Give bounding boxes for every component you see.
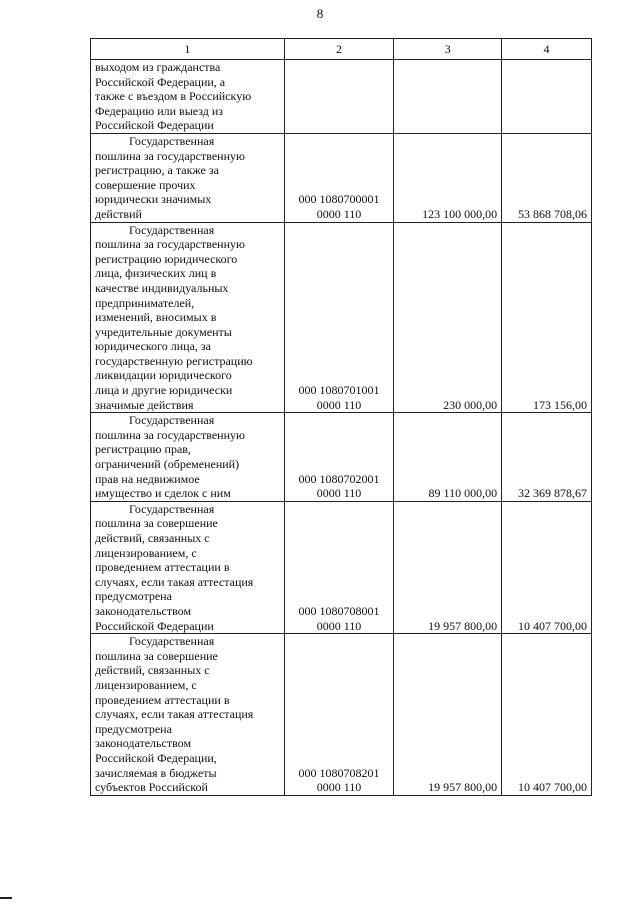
description-line: также с въездом в Российскую xyxy=(95,89,252,104)
description-line: лицензированием, с xyxy=(95,677,197,692)
code-line: 000 1080701001 xyxy=(298,383,380,398)
code-line: 0000 110 xyxy=(316,486,362,501)
description-line: предусмотрена xyxy=(95,589,172,604)
code-line: 000 1080708201 xyxy=(298,765,380,780)
code-line: 0000 110 xyxy=(316,397,362,412)
row-description xyxy=(91,60,285,134)
code-line: 0000 110 xyxy=(316,618,362,633)
description-line: пошлина за государственную xyxy=(95,237,245,252)
row-code xyxy=(284,222,394,413)
description-line: регистрацию юридического xyxy=(95,251,238,266)
description-line: субъектов Российской xyxy=(95,780,208,795)
description-line: выходом из гражданства xyxy=(95,60,221,74)
row-actual-amount: 10 407 700,00 xyxy=(502,634,592,796)
description-line: действий, связанных с xyxy=(95,531,210,545)
row-actual-amount: 53 868 708,06 xyxy=(502,133,592,222)
description-line: юридически значимых xyxy=(95,192,212,207)
description-line: прав на недвижимое xyxy=(95,471,200,486)
description-line: значимые действия xyxy=(95,397,194,412)
row-code xyxy=(284,60,394,134)
row-actual-amount: 10 407 700,00 xyxy=(502,501,592,633)
row-plan-amount: 123 100 000,00 xyxy=(394,133,502,222)
row-description xyxy=(91,133,285,222)
page-number: 8 xyxy=(316,6,324,21)
description-line: законодательством xyxy=(95,603,192,618)
code-line: 000 1080708001 xyxy=(298,603,380,618)
description-line: случаях, если такая аттестация xyxy=(95,707,254,722)
row-code xyxy=(284,501,394,633)
description-line: Российской Федерации, xyxy=(95,750,217,765)
header-col-1: 1 xyxy=(91,39,285,60)
description-line: пошлина за государственную xyxy=(95,427,245,442)
code-line: 000 1080702001 xyxy=(298,471,380,486)
description-line: регистрацию прав, xyxy=(95,442,191,457)
description-line: ликвидации юридического xyxy=(95,368,232,383)
row-code xyxy=(284,413,394,502)
description-line: ограничений (обременений) xyxy=(95,457,240,472)
table-row xyxy=(91,60,592,134)
description-line: пошлина за совершение xyxy=(95,516,218,531)
description-line: имущество и сделок с ним xyxy=(95,486,231,501)
row-plan-amount xyxy=(394,60,502,134)
scan-mark xyxy=(0,897,12,899)
header-col-2: 2 xyxy=(284,39,394,60)
description-line: Государственная xyxy=(129,133,215,148)
description-line: совершение прочих xyxy=(95,177,196,192)
description-line: качестве индивидуальных xyxy=(95,280,229,295)
description-line: проведением аттестации в xyxy=(95,692,230,707)
row-plan-amount: 19 957 800,00 xyxy=(394,634,502,796)
description-line: случаях, если такая аттестация xyxy=(95,574,254,589)
budget-table xyxy=(90,38,592,796)
row-actual-amount: 32 369 878,67 xyxy=(502,413,592,502)
description-line: изменений, вносимых в xyxy=(95,310,217,325)
row-actual-amount xyxy=(502,60,592,134)
code-line: 0000 110 xyxy=(316,206,362,221)
row-description xyxy=(91,222,285,413)
description-line: лица, физических лиц в xyxy=(95,266,217,281)
description-line: предусмотрена xyxy=(95,721,172,736)
table-row xyxy=(91,634,592,796)
header-col-4: 4 xyxy=(502,39,592,60)
description-line: пошлина за государственную xyxy=(95,148,245,163)
code-line: 0000 110 xyxy=(316,780,362,795)
description-line: Государственная xyxy=(129,501,215,516)
row-plan-amount: 89 110 000,00 xyxy=(394,413,502,502)
table-row xyxy=(91,133,592,222)
row-code xyxy=(284,634,394,796)
header-col-3: 3 xyxy=(394,39,502,60)
description-line: Государственная xyxy=(129,413,215,428)
description-line: проведением аттестации в xyxy=(95,560,230,575)
table-row xyxy=(91,501,592,633)
row-actual-amount: 173 156,00 xyxy=(502,222,592,413)
description-line: Российской Федерации xyxy=(95,118,214,133)
row-description xyxy=(91,501,285,633)
row-plan-amount: 230 000,00 xyxy=(394,222,502,413)
code-line: 000 1080700001 xyxy=(298,192,380,207)
description-line: законодательством xyxy=(95,736,192,751)
description-line: лицензированием, с xyxy=(95,545,197,560)
description-line: Российской Федерации, а xyxy=(95,74,226,89)
description-line: юридического лица, за xyxy=(95,339,211,354)
description-line: предпринимателей, xyxy=(95,295,195,310)
table-row xyxy=(91,222,592,413)
description-line: государственную регистрацию xyxy=(95,353,253,368)
description-line: действий, связанных с xyxy=(95,663,210,678)
row-plan-amount: 19 957 800,00 xyxy=(394,501,502,633)
description-line: лица и другие юридически xyxy=(95,383,233,398)
header-row xyxy=(91,39,592,60)
description-line: Российской Федерации xyxy=(95,618,214,633)
description-line: Государственная xyxy=(129,634,215,649)
row-description xyxy=(91,413,285,502)
table-row xyxy=(91,413,592,502)
description-line: зачисляемая в бюджеты xyxy=(95,765,217,780)
description-line: Государственная xyxy=(129,222,215,237)
row-description xyxy=(91,634,285,796)
description-line: Федерацию или выезд из xyxy=(95,103,224,118)
description-line: пошлина за совершение xyxy=(95,648,218,663)
description-line: действий xyxy=(95,206,142,221)
row-code xyxy=(284,133,394,222)
description-line: учредительные документы xyxy=(95,324,232,339)
description-line: регистрацию, а также за xyxy=(95,163,219,178)
